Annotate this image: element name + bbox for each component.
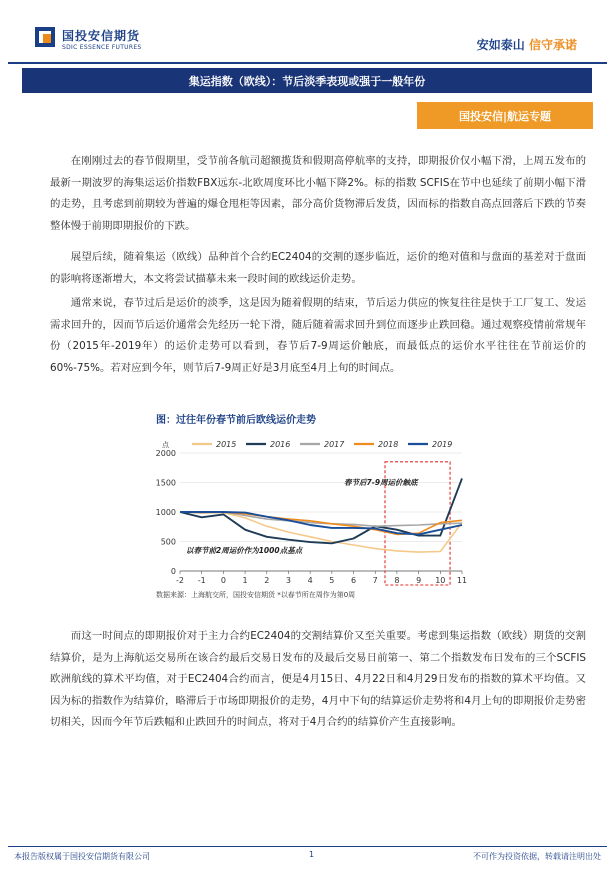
x-tick-label: 2: [264, 576, 270, 585]
x-tick-label: 11: [456, 576, 468, 585]
annotation-bottom-weeks: 春节后7-9周运价触底: [344, 478, 418, 487]
paragraph-1: 在刚刚过去的春节假期里，受节前各航司超额揽货和假期高停航率的支持，即期报价仅小幅下滑，上周五发布的最新一期波罗的海集运运价指数FBX远东-北欧周度环比小幅下降2%。标的指数 SCFIS在节中也延续了前期小幅下滑的走势，且考虑到前期较为普遍的爆仓甩柜等因素，部分高价货物滞后发货，因而标的指数自高点回落后下跌的节奏整体慢于前期即期报价的下跌。: [50, 155, 586, 232]
slogan-part-1: 安如泰山: [476, 38, 525, 52]
legend-label-2017: 2017: [324, 440, 345, 449]
slogan-part-2: 信守承诺: [528, 38, 577, 52]
legend-label-2018: 2018: [378, 440, 399, 449]
report-title-bar: 集运指数（欧线）：节后淡季表现或强于一般年份: [22, 68, 592, 93]
x-tick-label: -2: [176, 576, 184, 585]
freight-rate-line-chart: [150, 425, 470, 597]
x-tick-label: 6: [350, 576, 357, 585]
chart-legend: [192, 440, 452, 449]
y-tick-label: 1000: [155, 508, 176, 517]
logo-english-name: SDIC ESSENCE FUTURES: [62, 44, 142, 51]
page-number: 1: [309, 850, 315, 859]
x-tick-label: -1: [197, 576, 206, 585]
header-divider: [8, 62, 607, 64]
logo-chinese-name: 国投安信期货: [62, 29, 141, 43]
paragraph-3: 通常来说，春节过后是运价的淡季，这是因为随着假期的结束，节后运力供应的恢复往往是快于工厂复工、发运需求回升的，因而节后运价通常会先经历一轮下滑，随后随着需求回升到位而逐步止跌回稳。通过观察疫情前常规年份（2015年-2019年）的运价走势可以看到，春节后7-9周运价触底，而最低点的运价水平往往在节前运价的60%-75%。若对应到今年，则节后7-9周正好是3月底至4月上旬的时间点。: [50, 297, 586, 374]
paragraph-4: 而这一时间点的即期报价对于主力合约EC2404的交割结算价又至关重要。考虑到集运指数（欧线）期货的交割结算价，是为上海航运交易所在该合约最后交易日发布的及最后交易日前第一、第二个指数发布日发布的三个SCFIS欧洲航线的算术平均值，对于EC2404合约而言，便是4月15日、4月22日和4月29日发布的指数的算术平均值。又因为标的指数作为结算价，略滞后于市场即期报价的走势，4月中下旬的结算运价走势将和4月上旬的即期报价走势密切相关，因而今年节后跌幅和止跌回升的时间点，将对于4月合约的结算价产生直接影响。: [50, 630, 586, 728]
y-axis-label: 点: [162, 441, 169, 449]
x-tick-label: 4: [307, 576, 313, 585]
chart-source-note: 数据来源：上海航交所，国投安信期货 *以春节所在周作为第0周: [156, 591, 356, 599]
y-tick-label: 1500: [155, 478, 176, 488]
footer-disclaimer: 不可作为投资依据，转载请注明出处: [473, 852, 601, 861]
x-tick-label: 9: [416, 576, 422, 585]
x-tick-label: 3: [285, 576, 292, 585]
header-slogan: [477, 36, 577, 53]
y-tick-label: 0: [170, 567, 176, 576]
y-tick-label: 2000: [155, 449, 176, 458]
x-tick-label: 10: [435, 576, 446, 585]
x-tick-label: 1: [242, 576, 248, 585]
x-tick-label: 0: [220, 576, 226, 585]
chart-annotations: [186, 478, 419, 555]
legend-label-2016: 2016: [270, 440, 291, 449]
company-logo-icon: [34, 26, 56, 48]
topic-tag: 国投安信|航运专题: [417, 102, 593, 129]
paragraph-2: 展望后续，随着集运（欧线）品种首个合约EC2404的交割的逐步临近，运价的绝对值和与盘面的基差对于盘面的影响将逐渐增大，本文将尝试描摹未来一段时间的欧线运价走势。: [50, 251, 586, 285]
chart-lines: [180, 478, 462, 552]
y-tick-label: 500: [160, 537, 176, 547]
annotation-base-point: 以春节前2周运价作为1000点基点: [186, 546, 303, 555]
footer-divider: [8, 846, 607, 847]
x-tick-label: 7: [372, 576, 378, 585]
legend-label-2019: 2019: [432, 440, 453, 449]
footer-copyright: 本报告版权属于国投安信期货有限公司: [14, 852, 150, 861]
chart-caption: 图：过往年份春节前后欧线运价走势: [156, 415, 316, 426]
x-tick-label: 8: [394, 576, 400, 585]
legend-label-2015: 2015: [216, 440, 237, 449]
x-tick-label: 5: [329, 576, 335, 585]
